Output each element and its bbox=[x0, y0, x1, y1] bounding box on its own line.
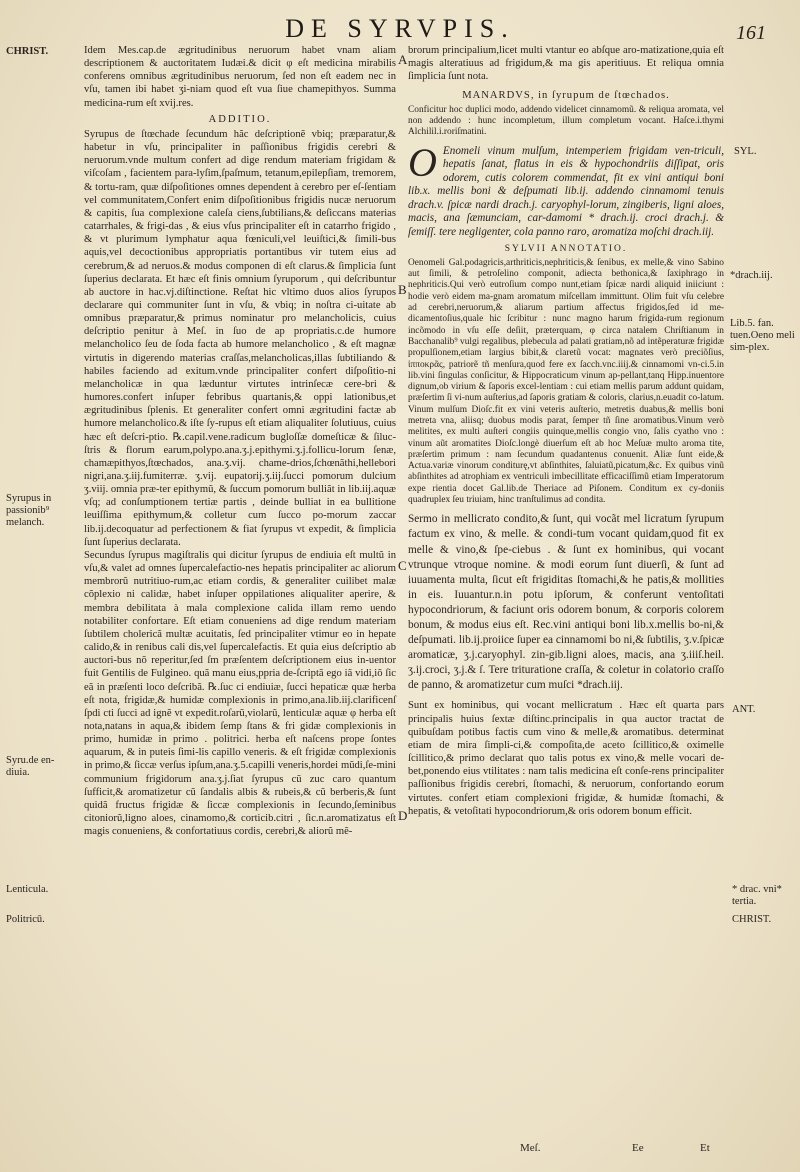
running-head: DE SYRVPIS. bbox=[285, 14, 515, 43]
right-column bbox=[408, 44, 724, 818]
right-paragraph-2: Sermo in mellicrato condito,& ſunt, qui vocãt mel licratum ſyrupum factum ex vino, & melle. & condi-tum vocant quidam,quod fit ex melle & vino,& ſpe-ciebus . & ſunt ex hominibus, qui vocant vtrunque vtroque nomine. & modi eorum ſunt diuerſi, & ſunt ad iuuamenta multa, ſicut eſt frigiditas ſtomachi,& he patis,& mollities in eis. Iuuantur.n.in potu ipſorum, & conferunt ventoſitati hypocondriorum, & faciunt oris odorem bonum, & corporis colorem bonum, & modus eius eſt. Rec.vini antiqui boni lib.x.mellis bo-ni,& deſpumati. lib.ij.proiice ſuper ea cinnamomi bo ni,& ſubtilis, ʒ.v.ſpicæ aromaticæ, ʒ.j.caryophyl. zin-gib.ligni aloes, macis, ana ʒ.iiiſ.heil. ʒ.ij.croci, ʒ.j.& ſ. Tere trituratione craſſa, & coletur in colatorio craſſo de panno, & aromatizetur cum muſci *drach.iij. bbox=[408, 513, 724, 692]
catchword-right: Et bbox=[700, 1142, 710, 1154]
margin-note-ant: ANT. bbox=[732, 704, 756, 715]
additio-heading: ADDITIO. bbox=[208, 113, 272, 125]
margin-note-christ-bottom: CHRIST. bbox=[732, 914, 772, 925]
right-paragraph-3: Sunt ex hominibus, qui vocant mellicratum . Hæc eſt quarta pars principalis huius ſextæ diſtinc.principalis in qua auctor tractat de quibuſdam potibus factis cum vino & melle,& aromatibus. determinat etiam de mira ſimpli-ci,& compoſita,de aceto ſcillitico,& oximelle ſcillitico,& primo declarat quo talis potus ex vino,& melle vocari de-bet,ponendo eius vtilitates : nam talis medicina eſt conſe-rens principaliter paſſionibus frigidis cerebri, ſtomachi, & neruorum, confortando eorum virtutes. confert etiam complexioni frigidæ, & humidæ ſtomachi, & hepatis, & vetoſitati hypocondriorum,& oris odorem bonum efficit. bbox=[408, 700, 724, 817]
left-column bbox=[84, 44, 396, 838]
section-letter-c: C bbox=[398, 558, 407, 573]
margin-note-lenticula: Lenticula. bbox=[6, 884, 49, 895]
section-letter-d: D bbox=[398, 808, 408, 823]
margin-note-politricu: Politricū. bbox=[6, 914, 45, 925]
margin-note-endiuia: Syru.de en-diuia. bbox=[6, 755, 55, 778]
section-letter-a: A bbox=[398, 52, 408, 67]
oenomeli-paragraph bbox=[408, 139, 724, 240]
left-paragraph-2: Syrupus de ſtœchade ſecundum hãc deſcriptionẽ vbiq; præparatur,& habetur in vſu, principaliter in paſſionibus frigidis cerebri & neruorum.vnde multum confert ad dige rendum materiam frigidam & viſcoſam , facientem para-lyſim,ſpaſmum, tetanum,epilepſiam, tremorem, & tortu-ram, quæ diſpoſitiones omnes dependent à cerebro per eſ-ſentiam vel communitatem,Confert enim diſpoſitionibus frigidis nucæ neruorum & capitis, ſua complexione caleſa ciens,ſubtilians,& deſiccans materias catarrhales, & frigi-das , & eius vſus principaliter eſt in catarrho frigido , & vt plurimum lymphatur aqua fœniculi,vel leuiſtici,& ſimili-bus aquis,vel decoctionibus appropriatis portantibus vir tutem eius ad cerebrum,& ad neruos.& modus componen di eſt clarus.& ſimplicia ſunt ſuperius declarata. Et hæc eſt finis omnium ſyruporum , qui deſcribuntur ab auctore in hac.vj.diſtinctione. Reſtat hic vltimo duos alios ſyrupos declarare qui communiter ſunt in vſu, & vbiq; in noſtra ci-uitate ab omnibus præparatur,& primus nominatur pro melancholicis, cuius deſcriptio penitur à Meſ. in ſuo de ap propriatis.c.de humore melancholico ſeu de ſoda facta ab humore melancholico , & eſt magnæ virtutis in digerendo materias craſſas,melancholicas,illas ſubtiliando & habiles faciendo ad exitum.vnde principaliter confert diſpoſitio-ni melancholicæ in qua læduntur virtutes intrinſecæ cere-bri & humores.confert inſuper febribus quartanis,& oppi lationibus,et ægritudinibus ſplenis. Et generaliter confert omni ægritudini factæ ab humore melancholico.& iſte ſy-rupus eſt etiam aliqualiter ſolutiuus, cuius hæc eſt deſcri-ptio. ℞.capil.vene.radicum bugloſſæ domeſticæ & ſiluc-ſtris & florum earum,polypo.ana.ʒ.j.epithymi.ʒ.j.follicu-lorum ſenæ, chamæpithyos,ſtœchados, ana.ʒ.vij. chame-drios,ſchœnãthi,hellebori nigri,ana.ʒ.iij.fumiterræ. ʒ.vij. eupatorij.ʒ.iij.ſucci pomorum dulcium ʒ.viij. omnia præ-ter epithymũ, & ſuccum pomorum bulliãt in lib.iij.aquæ vſq; ad conſumptionem tertiæ partis , deinde bulliat in ea bullitione leuiſſima epithymum,& colletur cum ſucco po-morum zaccar lib.ij.decoquatur ad perfectionem & fiat ſyrupus vt expedit, & ſimplicia ſunt ſuperius declarata. bbox=[84, 128, 396, 548]
sylvius-text: Oenomeli Gal.podagricis,arthriticis,nephriticis,& ſenibus, ex melle,& vino Sabino aut ſimili, & petroſelino componit, adiecta bethonica,& ſaxiphrago in nephriticis.Qui verò eutroſium compo nunt,etiam ſpicæ nardi aliquid iniiciunt : hodie verò eidem ma-gnam aromatum miſcellam immittunt. Olim fuit vſu celebre ad cerebri,neruorum,& aliarum partium affectus frigidos,ſed id me-dicamentoſius,quale hic ſcribitur : nunc magno harum frigida-rum regionum incõmodo in vſu eſſe deſiit, præterquam, φ circa natalem Chriſtianum in Bacchanalib⁹ vulgi regalibus, plebecula ad palati gratiam,nõ ad intẽperaturæ frigidæ propulſionem,etiam largius bibit,& claretũ vocat: magnates verò preciõſius, ἱπποκρᾶς, patriorẽ tñ menſura,quod fere ex ſacch.vnc.iiij.& cinnamomi vn-ci.5.in lib.vini ſingulas conſicitur, & Hippocraticum vinum ap-pellant,tanq Hipp.inuentore dignum,ob virium & ſaporis excel-lentiam : cui etiam mellis parum addunt quidam, præſertim ſi vi-num auſterius,ad ſaporis gratiam & coloris, clarius,n.euadit co-latum. Vinum mulſum Dioſc.fit ex vini veteris auſterio, metretis duabus,& mellis boni metreta vna, aliisq; duobus modis parat, ſemper tñ ſine aromatibus.Vinum verò melitites, ex multi auſteri congiis quinque,mellis congio vno, ſalis cyatho vno : vinum aũt aromatites Dioſc.longè diuerſum eſt ab hoc Meſuæ multo aroma tite, præſertim primum : nam ſecundum quadantenus conuenit. Aliæ ſunt eide,& Actua.variæ vinorum conditurę,vt abſinthites, ſaluiatũ,picatum,&c. Ex quibus vinũ abſinthites ad atrophiam ex ventriculi imbecillitate efficaciſſimũ etiam Imperatorum expe rientia docet Gal.lib.de Theriace ad Piſonem. Conditum ex cy-doniis quadruplex ſeu triuiam, hinc tranſtulimus ad condita. bbox=[408, 257, 724, 506]
page-number: 161 bbox=[736, 22, 766, 44]
sylvius-heading: SYLVII ANNOTATIO. bbox=[504, 243, 628, 254]
left-paragraph-1: Idem Mes.cap.de ægritudinibus neruorum habet vnam aliam descriptionem & auctoritatem Iudæi.& dicit φ eſt medicina mirabilis conferens omnibus ægritudinibus neruorum, ſed non eſt eadem nec in vſu, tamen ibi habet ʒi-niam quod eſt vua ſiue chamepithyos. Summa medicina-rum eſt xvij.res. bbox=[84, 45, 396, 109]
margin-note-lib: Lib.5. fan. tuen.Oeno meli sim-plex. bbox=[730, 318, 795, 353]
right-paragraph-1: brorum principalium,licet multi vtantur eo abſque aro-matizatione,quia eſt magis alteratiuus ad frigidum,& ma gis aperitiuus. Et reliqua omnia ſimplicia ſunt nota. bbox=[408, 45, 724, 83]
left-paragraph-3: Secundus ſyrupus magiſtralis qui dicitur ſyrupus de endiuia eſt multũ in vſu,& valet ad omnes ſupercalefactio-nes hepatis principaliter ac aliorum membrorũ nutritiuo-rum,ac etiam cordis, & generaliter cuilibet malæ cõplexio ni calidæ, habet inſuper oppilationes aliqualiter aperire, & membra debilitata à mala complexione calida illam remo uendo notabiliter confortare. Eſt etiam conueniens ad dige rendum materiam ſubtilem cholericã multæ acuitatis, ſed principaliter vtimur eo in hepate calido,& in renibus cali dis,vel ſupercalefactis. Et quia eius deſcriptio ab auctori-bus nõ reperitur,ſed ſm præſentem deſcriptionem eius in-uentor fuit Gentilis de Fulgineo. quã manu eius,ppria de-ſcriptã ego iã vidi,iõ ſic eã in præſenti loco deſcribã. ℞.ſuc ci endiuiæ, ſucci hepaticæ quæ herba eſt nota, frigidæ,& humidæ complexionis in primo,ana.lib.iij.clarificenſ ſpdi cti ſucci ad ignẽ vt expedit.roſarũ,violarũ, lenticulæ aquæ φ herba eſt nota,natans in aqua,& ibidem ſemp ſtans & fri gidæ complexionis in primo, humidæ in primo . politrici. herba eſt naſcens prope ſontes aquarum, & in puteis ſimi-lis capillo veneris. & eſt frigidæ complexionis in primo,& ſiccæ verſus ipſum,ana.ʒ.5.capilli veneris,hordei mũdi,ſe-mini communium frigidorum ana.ʒ.j.ſiat ſyrupus cũ zuc caro quantum ſufficit,& aromatizetur cũ ſandalis albis & rubeis,& cũ berberis,& ſunt quidã fructus frigidæ & ſiccæ complexionis in ſecundo,ſeminibus citoniorũ,ligno aloes, cinamomo,& corticib.citri , ſic.n.aromatizatus eſt magis conueniens, & confortatiuus cordis, cerebri,& aliorũ mẽ- bbox=[84, 549, 396, 838]
oenomeli-text: Enomeli vinum mulſum, intemperiem frigidam ven-triculi, hepatis ſanat, flatus in eis & hypochondriis diſſipat, oris odorem, cutis colorem commendat, fit ex vini antiqui boni lib.x. mellis boni & deſpumati lib.ij. addendo cinnamomi tenuis drach.v. ſpicæ nardi drach.j. caryophyl-lorum, zingiberis, ligni aloes, macis, ana ſæmunciam, car-damomi * drach.ij. croci drach.j. & ſemiſſ. tere negligenter, cola panno raro, aromatiza moſchi drach.iij. bbox=[408, 144, 724, 239]
section-letter-b: B bbox=[398, 282, 407, 297]
margin-note-drac: * drac. vni* tertia. bbox=[732, 884, 782, 907]
margin-note-syl: SYL. bbox=[734, 146, 757, 157]
drop-cap: O bbox=[408, 139, 437, 185]
signature-mark: Ee bbox=[632, 1142, 644, 1154]
margin-note-syrupus: Syrupus in passionib⁹ melanch. bbox=[6, 493, 52, 528]
margin-note-christ: CHRIST. bbox=[6, 46, 49, 57]
manardus-heading: MANARDVS, in ſyrupum de ſtœchados. bbox=[462, 90, 670, 102]
margin-note-drach: *drach.iij. bbox=[730, 270, 773, 281]
catchword-left: Meſ. bbox=[520, 1142, 541, 1154]
manardus-text: Conficitur hoc duplici modo, addendo videlicet cinnamomũ. & reliqua aromata, vel non addendo : hunc incompletum, illum completum vocant. Haſce.i.thymi Alchilil.i.roriſmatini. bbox=[408, 104, 724, 138]
